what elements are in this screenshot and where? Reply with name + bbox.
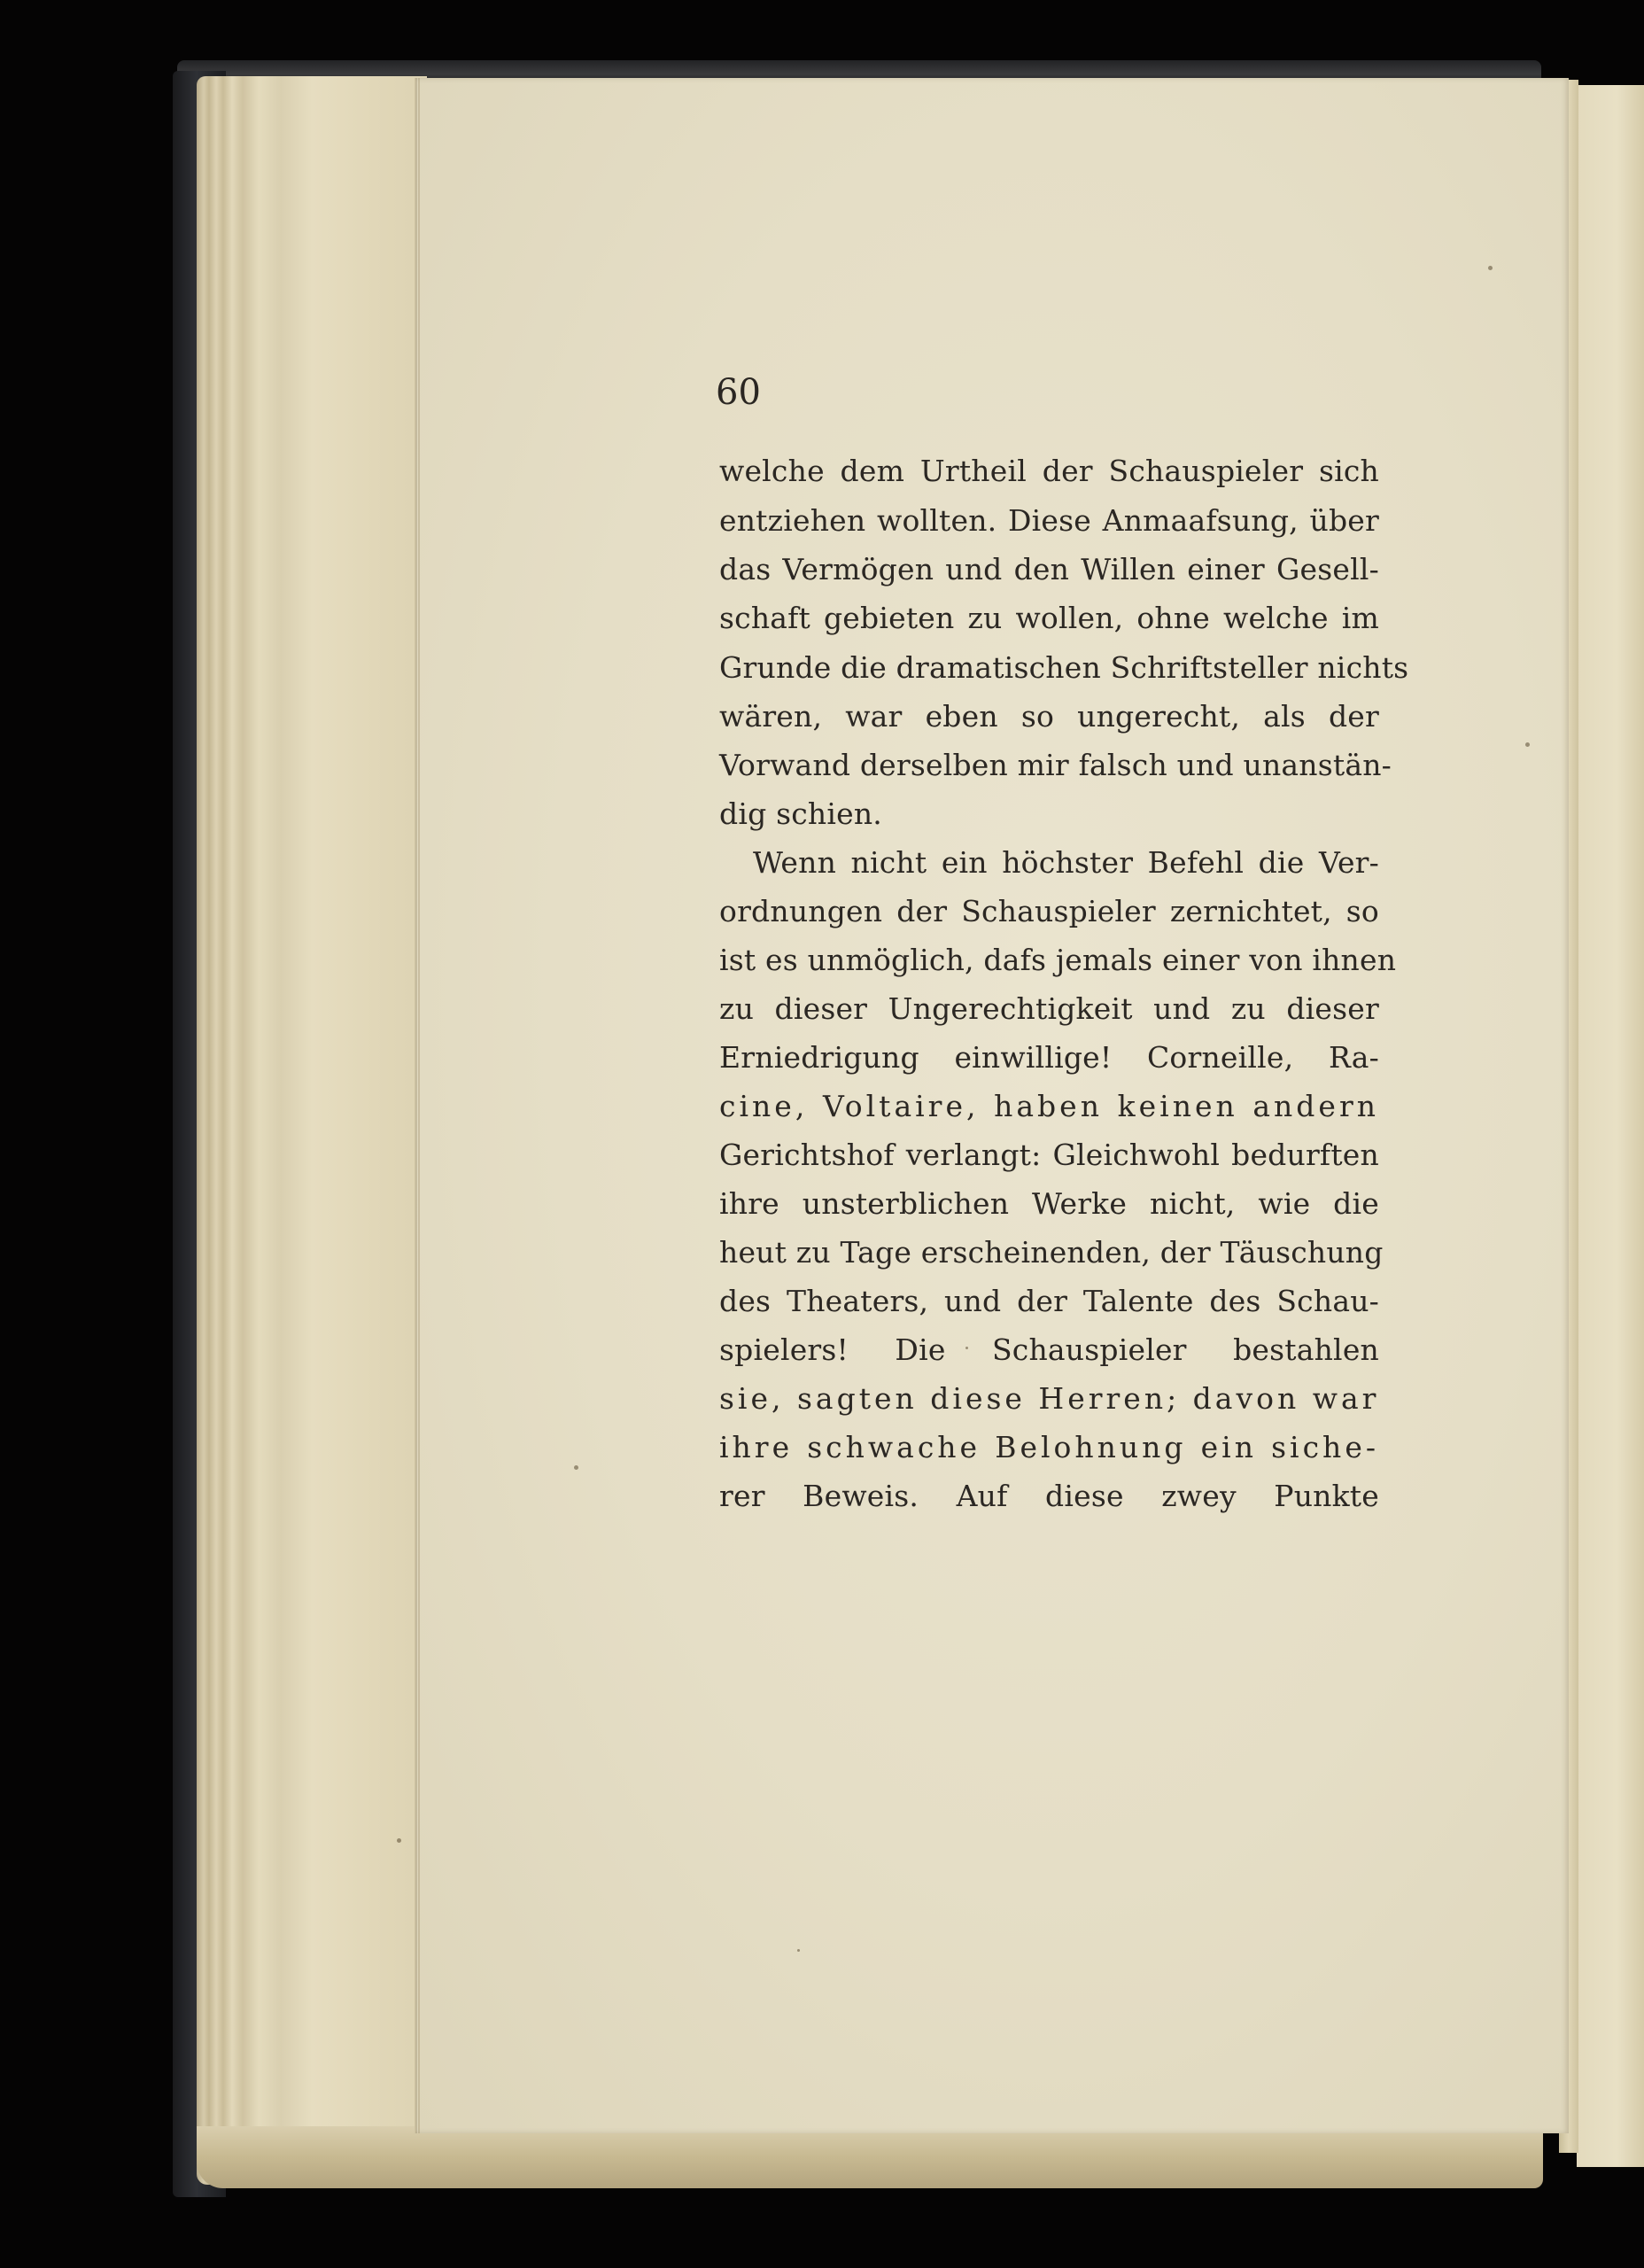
text-line-12: zu dieser Ungerechtigkeit und zu dieser: [719, 991, 1379, 1026]
text-line-4: schaft gebieten zu wollen, ohne welche im: [719, 601, 1379, 635]
text-line-13: Erniedrigung einwillige! Corneille, Ra-: [719, 1040, 1379, 1075]
text-line-22: rer Beweis. Auf diese zwey Punkte: [719, 1479, 1379, 1513]
text-line-2: entziehen wollten. Diese Anmaafsung, über: [719, 503, 1379, 538]
facing-page: [1577, 85, 1644, 2167]
text-line-3: das Vermögen und den Willen einer Gesell-: [719, 552, 1379, 586]
text-line-1: welche dem Urtheil der Schauspieler sich: [719, 454, 1379, 488]
text-line-9: Wenn nicht ein höchster Befehl die Ver-: [753, 845, 1379, 880]
page-number: 60: [716, 372, 761, 413]
text-line-21: ihre schwache Belohnung ein siche-: [719, 1430, 1379, 1464]
text-line-7: Vorwand derselben mir falsch und unanstän-: [719, 748, 1392, 782]
page-stack-bottom-edge: [197, 2126, 1543, 2188]
page-fold-line: [418, 78, 420, 2133]
text-line-18: des Theaters, und der Talente des Schau-: [719, 1284, 1379, 1318]
text-line-11: ist es unmöglich, dafs jemals einer von ihnen: [719, 943, 1397, 977]
text-line-8: dig schien.: [719, 796, 882, 831]
text-line-5: Grunde die dramatischen Schriftsteller nichts: [719, 650, 1409, 685]
text-line-10: ordnungen der Schauspieler zernichtet, so: [719, 894, 1379, 928]
text-line-6: wären, war eben so ungerecht, als der: [719, 699, 1379, 734]
text-line-16: ihre unsterblichen Werke nicht, wie die: [719, 1186, 1379, 1221]
text-line-17: heut zu Tage erscheinenden, der Täuschung: [719, 1235, 1384, 1270]
text-line-20: sie, sagten diese Herren; davon war: [719, 1381, 1380, 1416]
text-line-19: spielers! Die Schauspieler bestahlen: [719, 1332, 1379, 1367]
text-line-14: cine, Voltaire, haben keinen andern: [719, 1089, 1379, 1123]
page-stack-edge: [197, 76, 427, 2185]
text-line-15: Gerichtshof verlangt: Gleichwohl bedurften: [719, 1138, 1379, 1172]
